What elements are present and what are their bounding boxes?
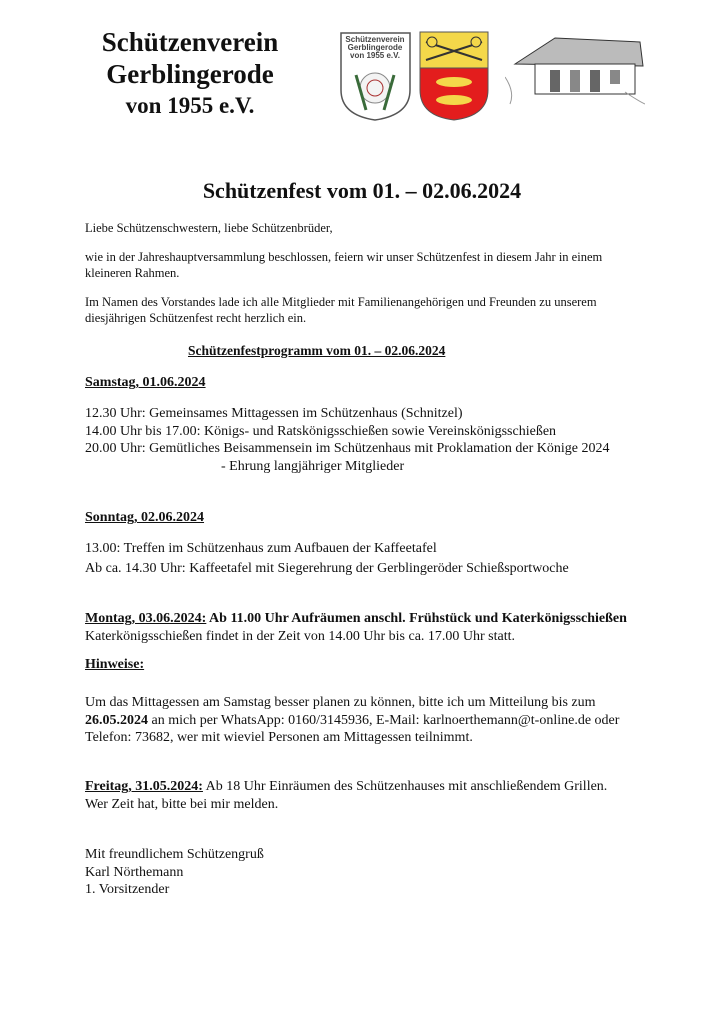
club-name-line: Gerblingerode bbox=[106, 59, 274, 89]
intro-paragraph bbox=[85, 249, 602, 281]
saturday-heading: Samstag, 01.06.2024 bbox=[85, 375, 206, 390]
club-name bbox=[95, 26, 285, 122]
friday-heading: Freitag, 31.05.2024: bbox=[85, 779, 203, 794]
text-line: diesjährigen Schützenfest recht herzlich ein. bbox=[85, 311, 307, 325]
greeting: Liebe Schützenschwestern, liebe Schützenbrüder, bbox=[85, 221, 333, 235]
notes-heading: Hinweise: bbox=[85, 657, 145, 672]
text-line: Wer Zeit hat, bitte bei mir melden. bbox=[85, 796, 279, 812]
town-crest-icon bbox=[418, 30, 490, 122]
svg-text:Gerblingerode: Gerblingerode bbox=[347, 43, 403, 52]
saturday-schedule bbox=[85, 405, 610, 475]
svg-text:von 1955 e.V.: von 1955 e.V. bbox=[350, 51, 400, 60]
invitation-paragraph bbox=[85, 294, 597, 326]
clubhouse-drawing-icon bbox=[505, 32, 645, 107]
svg-text:Schützenverein: Schützenverein bbox=[345, 35, 405, 44]
text-line: wie in der Jahreshauptversammlung beschlossen, feiern wir unser Schützenfest in diesem Jahr in einem bbox=[85, 250, 603, 264]
deadline-date: 26.05.2024 bbox=[85, 712, 148, 728]
text-line: Um das Mittagessen am Samstag besser planen zu können, bitte ich um Mitteilung bis zum bbox=[85, 695, 596, 710]
closing bbox=[85, 846, 264, 899]
closing-greeting: Mit freundlichem Schützengruß bbox=[85, 847, 264, 862]
club-name-line: von 1955 e.V. bbox=[125, 93, 255, 118]
monday-section bbox=[85, 610, 627, 645]
program-heading: Schützenfestprogramm vom 01. – 02.06.2024 bbox=[188, 343, 446, 358]
schedule-item: 14.00 Uhr bis 17.00: Königs- und Ratskönigsschießen sowie Vereinskönigsschießen bbox=[85, 423, 557, 439]
monday-text: Ab 11.00 Uhr Aufräumen anschl. Frühstück und Katerkönigsschießen bbox=[206, 611, 627, 626]
schedule-item: 12.30 Uhr: Gemeinsames Mittagessen im Schützenhaus (Schnitzel) bbox=[85, 406, 463, 421]
schedule-item: - Ehrung langjähriger Mitglieder bbox=[221, 458, 405, 474]
text-line: Im Namen des Vorstandes lade ich alle Mitglieder mit Familienangehörigen und Freunden zu unserem bbox=[85, 295, 597, 309]
monday-heading: Montag, 03.06.2024: bbox=[85, 611, 207, 626]
sunday-heading: Sonntag, 02.06.2024 bbox=[85, 510, 205, 525]
friday-section bbox=[85, 778, 607, 813]
page-title: Schützenfest vom 01. – 02.06.2024 bbox=[202, 178, 522, 203]
signer-name: Karl Nörthemann bbox=[85, 864, 184, 880]
contact-info: an mich per WhatsApp: 0160/3145936, E-Mail: karlnoerthemann@t-online.de oder bbox=[148, 712, 620, 728]
text-line: Katerkönigsschießen findet in der Zeit von 14.00 Uhr bis ca. 17.00 Uhr statt. bbox=[85, 628, 516, 644]
signer-role: 1. Vorsitzender bbox=[85, 882, 170, 897]
text-line: kleineren Rahmen. bbox=[85, 266, 180, 280]
schedule-item: Ab ca. 14.30 Uhr: Kaffeetafel mit Siegerehrung der Gerblingeröder Schießsportwoche bbox=[85, 560, 569, 576]
notes-text bbox=[85, 694, 619, 747]
schedule-item: 20.00 Uhr: Gemütliches Beisammensein im Schützenhaus mit Proklamation der Könige 2024 bbox=[85, 441, 610, 456]
sunday-schedule bbox=[85, 540, 569, 577]
club-name-line: Schützenverein bbox=[101, 27, 279, 57]
club-logo-icon bbox=[338, 30, 413, 122]
friday-text: Ab 18 Uhr Einräumen des Schützenhauses mit anschließendem Grillen. bbox=[202, 779, 608, 794]
schedule-item: 13.00: Treffen im Schützenhaus zum Aufbauen der Kaffeetafel bbox=[85, 541, 437, 556]
text-line: Telefon: 73682, wer mit wieviel Personen am Mittagessen teilnimmt. bbox=[85, 730, 473, 745]
